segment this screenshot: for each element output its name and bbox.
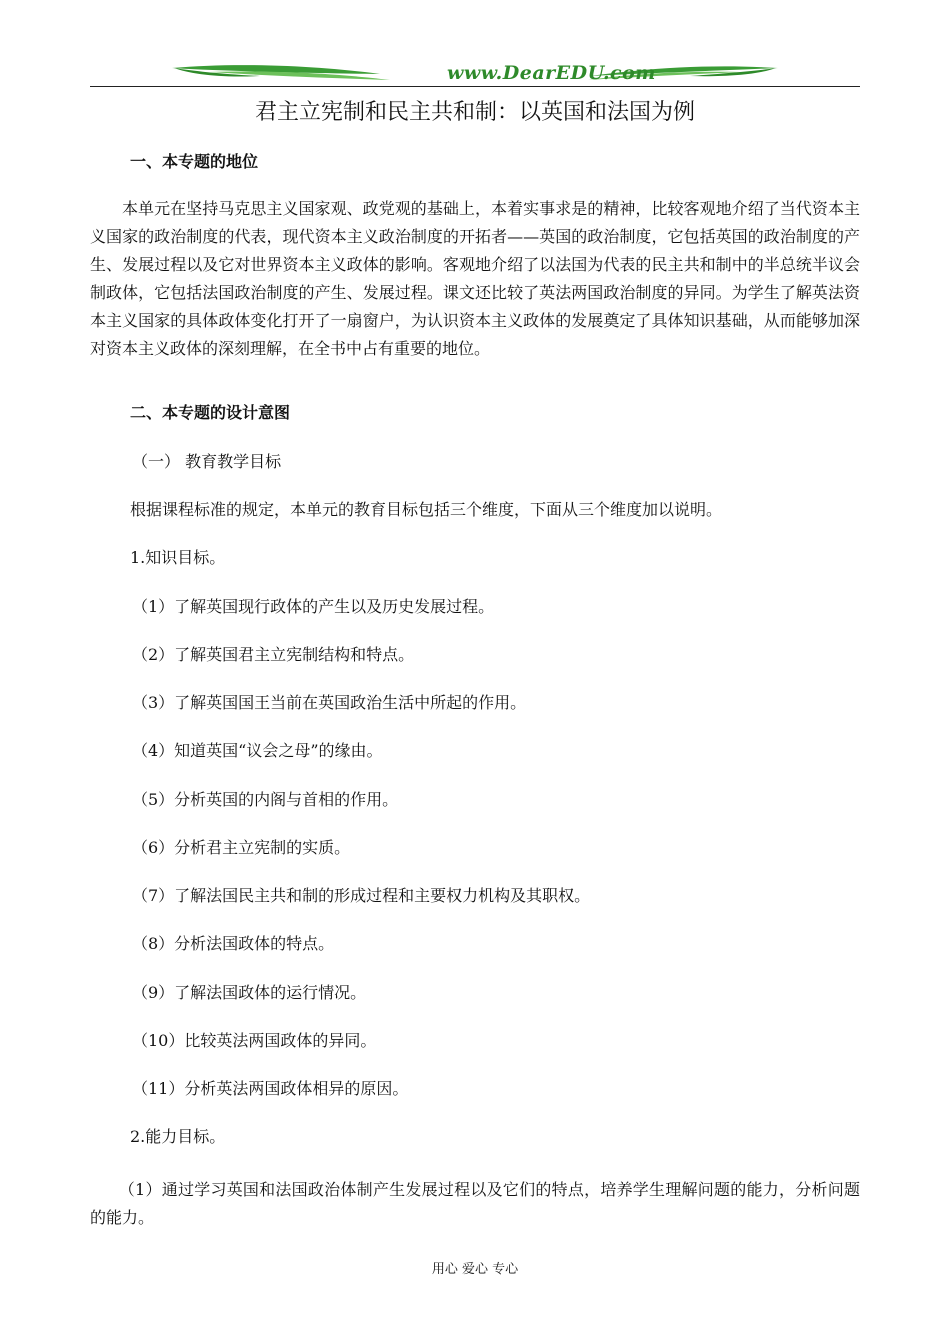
knowledge-item: （1）了解英国现行政体的产生以及历史发展过程。 bbox=[132, 597, 495, 616]
knowledge-item: （9）了解法国政体的运行情况。 bbox=[132, 983, 367, 1002]
header-divider bbox=[90, 86, 860, 87]
knowledge-item: （4）知道英国“议会之母”的缘由。 bbox=[132, 741, 383, 760]
section1-paragraph: 本单元在坚持马克思主义国家观、政党观的基础上，本着实事求是的精神，比较客观地介绍了当代资本主义国家的政治制度的代表，现代资本主义政治制度的开拓者——英国的政治制度，它包括英国的政治制度的产生、发展过程以及它对世界资本主义政体的影响。客观地介绍了以法国为代表的民主共和制中的半总统半议会制政体，它包括法国政治制度的产生、发展过程。课文还比较了英法两国政治制度的异同。为学生了解英法资本主义国家的具体政体变化打开了一扇窗户，为认识资本主义政体的发展奠定了具体知识基础，从而能够加深对资本主义政体的深刻理解，在全书中占有重要的地位。 bbox=[90, 199, 860, 358]
knowledge-item: （6）分析君主立宪制的实质。 bbox=[132, 838, 351, 857]
ability-item: （1）通过学习英国和法国政治体制产生发展过程以及它们的特点，培养学生理解问题的能力，分析问题的能力。 bbox=[90, 1180, 860, 1227]
knowledge-item: （11）分析英法两国政体相异的原因。 bbox=[132, 1079, 409, 1098]
ability-goals-title: 2.能力目标。 bbox=[130, 1127, 226, 1146]
page-footer: 用心 爱心 专心 bbox=[431, 1262, 519, 1277]
section-heading-design: 二、本专题的设计意图 bbox=[130, 403, 291, 422]
knowledge-item: （2）了解英国君主立宪制结构和特点。 bbox=[132, 645, 415, 664]
goals-intro: 根据课程标准的规定，本单元的教育目标包括三个维度，下面从三个维度加以说明。 bbox=[130, 500, 723, 519]
section-heading-position: 一、本专题的地位 bbox=[130, 152, 259, 171]
knowledge-item: （8）分析法国政体的特点。 bbox=[132, 934, 335, 953]
knowledge-item: （10）比较英法两国政体的异同。 bbox=[132, 1031, 377, 1050]
knowledge-item: （3）了解英国国王当前在英国政治生活中所起的作用。 bbox=[132, 693, 527, 712]
site-logo-text: www.DearEDU.com bbox=[447, 62, 656, 84]
knowledge-item: （5）分析英国的内阁与首相的作用。 bbox=[132, 790, 399, 809]
document-title: 君主立宪制和民主共和制：以英国和法国为例 bbox=[254, 100, 695, 125]
knowledge-item: （7）了解法国民主共和制的形成过程和主要权力机构及其职权。 bbox=[132, 886, 591, 905]
subheading-goals: （一） 教育教学目标 bbox=[132, 452, 282, 471]
knowledge-goals-title: 1.知识目标。 bbox=[130, 548, 226, 567]
